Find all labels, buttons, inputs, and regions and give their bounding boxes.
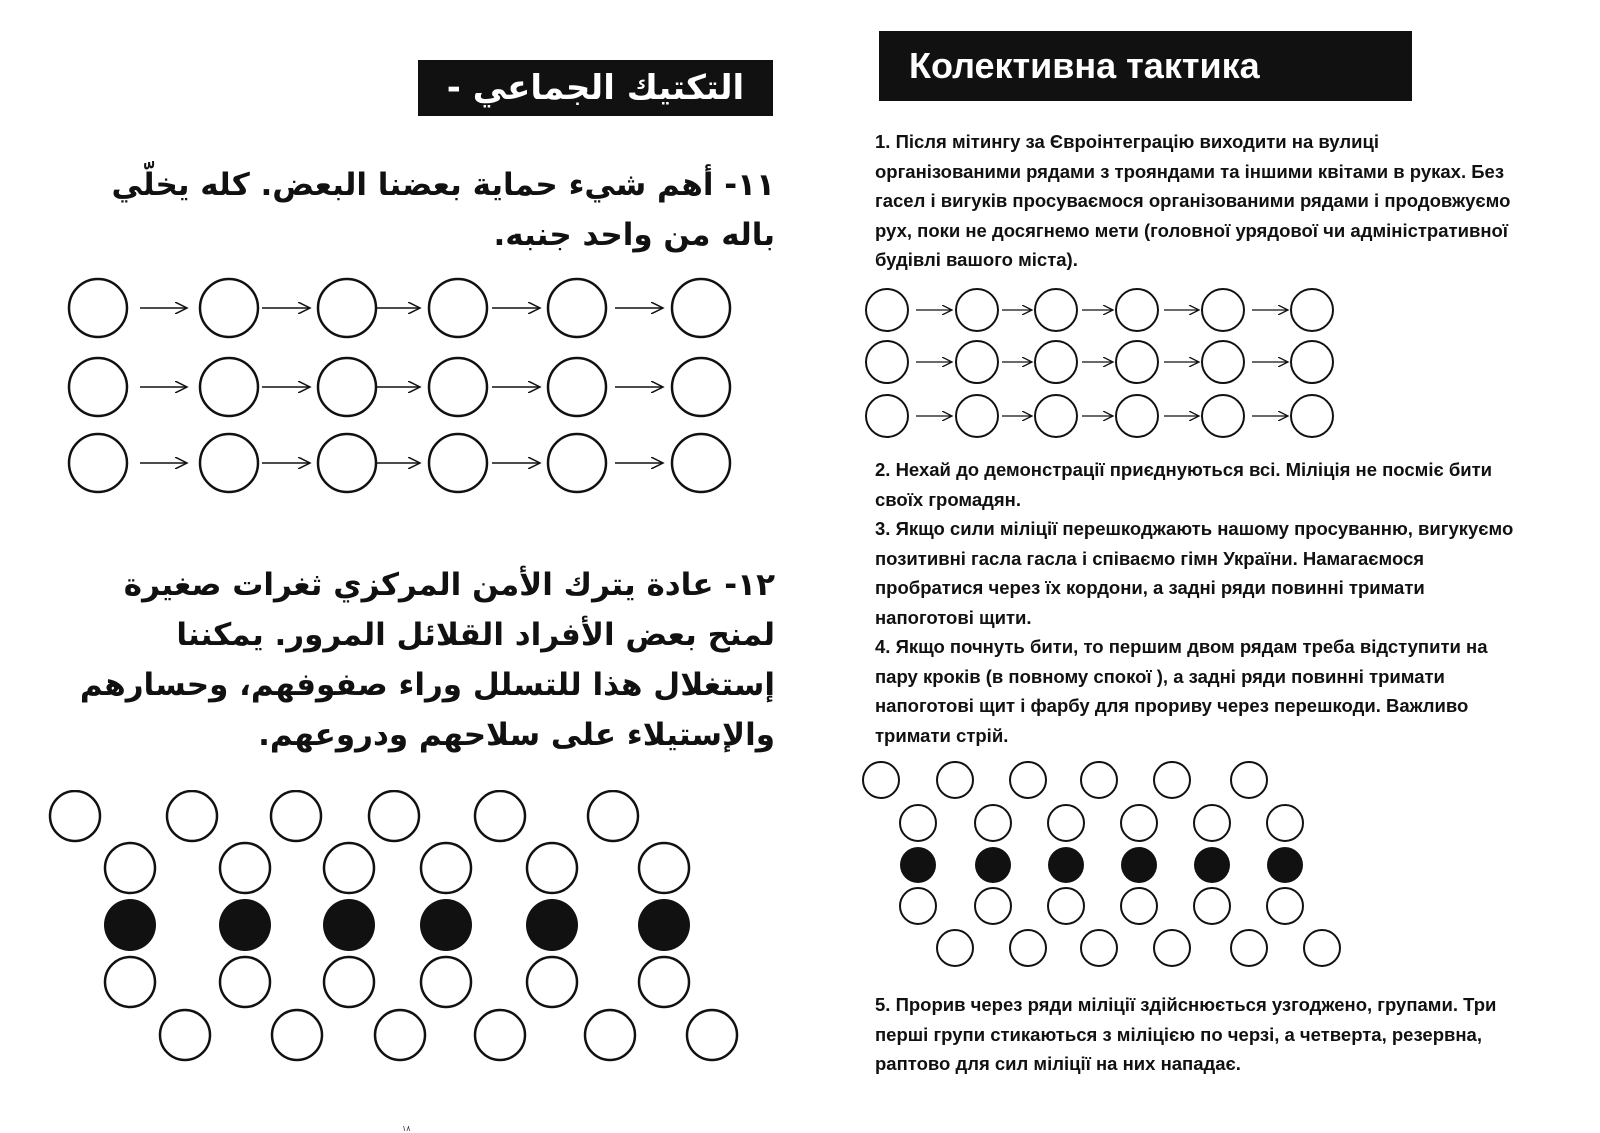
arrow-formation-diagram	[0, 270, 800, 500]
infiltration-formation-diagram	[0, 790, 800, 1090]
item-3-text: 3. Якщо сили міліції перешкоджають нашому просуванню, вигукуємо позитивні гасла гасла і співаємо гімн України. Намагаємося пробратися через їх кордони, а задні ряди повинні тримати напоготові щити.	[875, 518, 1514, 628]
ukrainian-items-2-4	[875, 455, 1515, 750]
right-page	[800, 0, 1600, 1131]
arabic-item-12: ١٢- عادة يترك الأمن المركزي ثغرات صغيرة لمنح بعض الأفراد القلائل المرور. يمكننا إستغلال هذا للتسلل وراء صفوفهم، وحسارهم والإستيلاء على سلاحهم ودروعهم.	[79, 567, 775, 753]
breakthrough-formation-diagram	[860, 760, 1360, 970]
column-march-diagram	[860, 285, 1360, 445]
item-4-text: 4. Якщо почнуть бити, то першим двом рядам треба відступити на пару кроків (в повному спокої ), а задні ряди повинні тримати напоготові щит і фарбу для прориву через перешкоди. Важливо тримати стрій.	[875, 636, 1488, 746]
arabic-item-11: ١١- أهم شيء حماية بعضنا البعض. كله يخلّي باله من واحد جنبه.	[111, 167, 775, 253]
item-2-text: 2. Нехай до демонстрації приєднуються всі. Міліція не посміє бити своїх громадян.	[875, 459, 1493, 510]
item-1-text: 1. Після мітингу за Євроінтеграцію виходити на вулиці організованими рядами з трояндами та іншими квітами в руках. Без гасел і вигуків просуваємося організованими рядами і продовжуємо рух, поки не досягнемо мети (головної урядової чи адміністративної будівлі вашого міста).	[875, 131, 1511, 270]
arabic-page-title: التكتيك الجماعي - تكملة	[418, 60, 773, 116]
ukrainian-page-title: Колективна тактика	[879, 31, 1412, 101]
ukrainian-item-5	[875, 990, 1515, 1079]
ukrainian-item-1	[875, 127, 1515, 275]
left-page	[0, 0, 800, 1131]
item-5-text: 5. Прорив через ряди міліції здійснюється узгоджено, групами. Три перші групи стикаються з міліцією по черзі, а четверта, резервна, раптово для сил міліції на них нападає.	[875, 994, 1497, 1074]
page-number: ١٨	[402, 1124, 411, 1133]
